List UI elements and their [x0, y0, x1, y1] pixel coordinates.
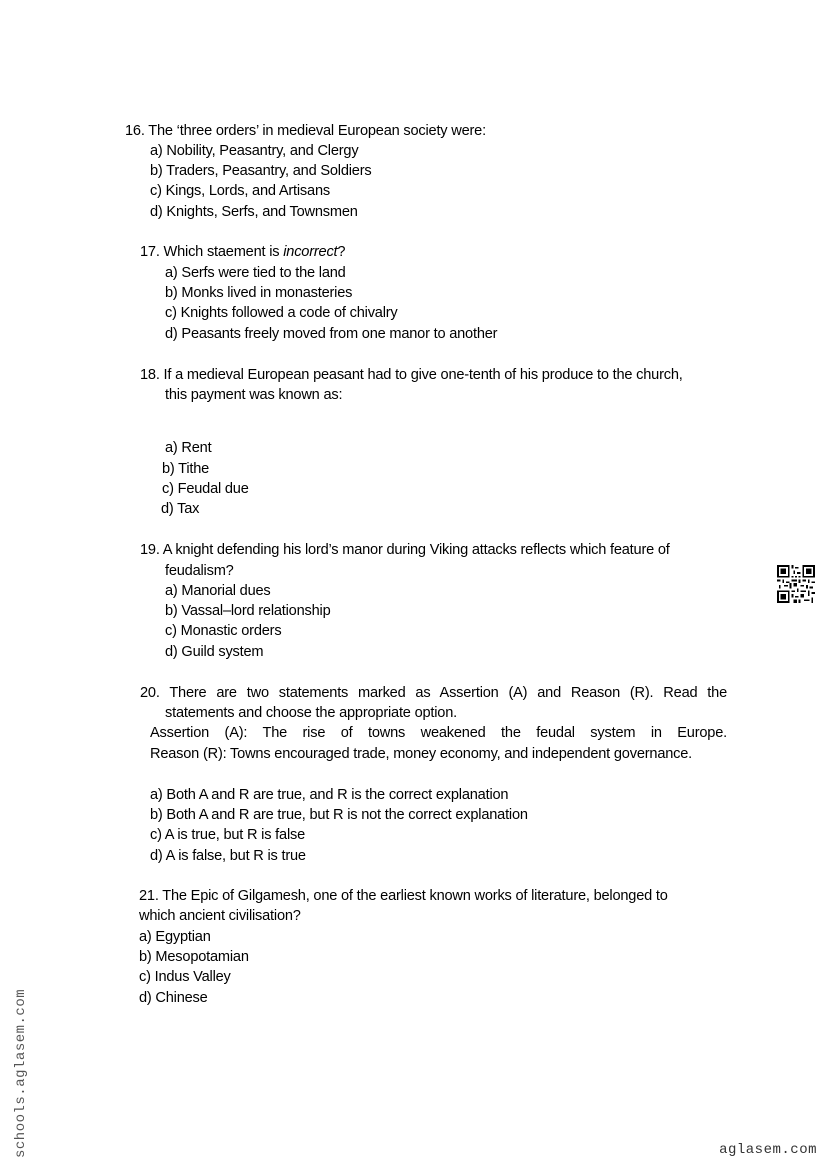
q18-option-a: a) Rent	[165, 440, 212, 456]
q21-stem-line1: 21. The Epic of Gilgamesh, one of the earliest known works of literature, belonged to	[139, 888, 668, 904]
q16-option-a: a) Nobility, Peasantry, and Clergy	[150, 143, 359, 159]
q20-option-d: d) A is false, but R is true	[150, 848, 306, 864]
q20-stem-line2: statements and choose the appropriate option.	[165, 705, 457, 721]
side-watermark: schools.aglasem.com	[13, 988, 29, 1158]
q16-stem: 16. The ‘three orders’ in medieval European society were:	[125, 123, 486, 139]
q17-emphasis: incorrect	[283, 244, 338, 260]
q17-option-b: b) Monks lived in monasteries	[165, 285, 353, 301]
q19-option-d: d) Guild system	[165, 644, 264, 660]
q20-option-a: a) Both A and R are true, and R is the correct explanation	[150, 787, 509, 803]
q21-stem-line2: which ancient civilisation?	[139, 908, 301, 924]
q18-option-b: b) Tithe	[162, 461, 210, 477]
q19-option-b: b) Vassal–lord relationship	[165, 603, 331, 619]
q16-option-b: b) Traders, Peasantry, and Soldiers	[150, 163, 372, 179]
q20-stem-line1: 20. There are two statements marked as Assertion (A) and Reason (R). Read the	[140, 685, 727, 701]
q20-option-b: b) Both A and R are true, but R is not the correct explanation	[150, 807, 528, 823]
q21-option-c: c) Indus Valley	[139, 969, 231, 985]
q19-stem-line1: 19. A knight defending his lord’s manor during Viking attacks reflects which feature of	[140, 542, 670, 558]
q20-option-c: c) A is true, but R is false	[150, 827, 305, 843]
q17-option-c: c) Knights followed a code of chivalry	[165, 305, 398, 321]
q17-option-d: d) Peasants freely moved from one manor to another	[165, 326, 498, 342]
q21-option-b: b) Mesopotamian	[139, 949, 249, 965]
q19-option-a: a) Manorial dues	[165, 583, 271, 599]
q20-reason: Reason (R): Towns encouraged trade, money economy, and independent governance.	[150, 746, 693, 762]
q17-stem: 17. Which staement is incorrect?	[140, 244, 346, 260]
footer-watermark: aglasem.com	[719, 1142, 817, 1158]
q18-option-d: d) Tax	[161, 501, 200, 517]
q16-option-c: c) Kings, Lords, and Artisans	[150, 183, 330, 199]
q19-option-c: c) Monastic orders	[165, 623, 282, 639]
q20-assertion: Assertion (A): The rise of towns weakened the feudal system in Europe.	[150, 725, 727, 741]
q18-option-c: c) Feudal due	[162, 481, 249, 497]
q19-stem-line2: feudalism?	[165, 563, 234, 579]
qr-code-icon	[777, 565, 815, 603]
q16-option-d: d) Knights, Serfs, and Townsmen	[150, 204, 358, 220]
q21-option-a: a) Egyptian	[139, 929, 211, 945]
q17-option-a: a) Serfs were tied to the land	[165, 265, 346, 281]
q18-stem-line2: this payment was known as:	[165, 387, 343, 403]
q18-stem-line1: 18. If a medieval European peasant had to give one-tenth of his produce to the church,	[140, 367, 683, 383]
q21-option-d: d) Chinese	[139, 990, 208, 1006]
